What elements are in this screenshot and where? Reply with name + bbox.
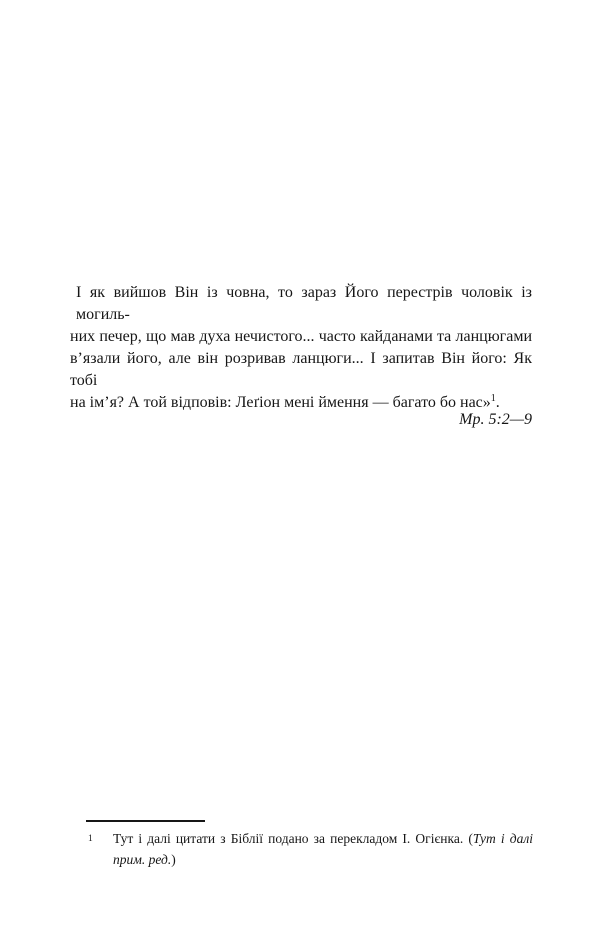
quote-line-4-period: . <box>495 394 500 411</box>
quote-line-4-text: на ім’я? А той відповів: Леґіон мені ймення — багато бо нас» <box>70 394 491 411</box>
footnote-line-2-italic: прим. ред. <box>113 851 172 867</box>
footnote-number: 1 <box>88 833 93 844</box>
footnote-reference-marker: 1 <box>490 393 496 404</box>
footnote-text <box>113 828 533 870</box>
footnote-line-1-roman: Тут і далі цитати з Біблії подано за перекладом І. Огієнка. ( <box>113 830 473 846</box>
footnote-line-1-italic: Тут і далі <box>472 830 533 846</box>
scripture-reference: Мр. 5:2—9 <box>459 411 532 428</box>
footnote-line-1 <box>113 828 533 849</box>
footnote-line-2 <box>113 849 533 870</box>
quote-line-1: І як вийшов Він із човна, то зараз Його перестрів чоловік із могиль- <box>76 284 532 323</box>
quote-line-2: них печер, що мав духа нечистого... часто кайданами та ланцюгами <box>70 328 532 345</box>
footnote-line-2-roman: ) <box>171 851 176 867</box>
scripture-quote <box>70 282 532 429</box>
footnote-separator-rule <box>86 820 205 822</box>
footnote-section <box>86 820 533 870</box>
footnote-entry <box>86 828 533 870</box>
quote-line-3: в’язали його, але він розривав ланцюги... І запитав Він його: Як тобі <box>70 350 532 389</box>
